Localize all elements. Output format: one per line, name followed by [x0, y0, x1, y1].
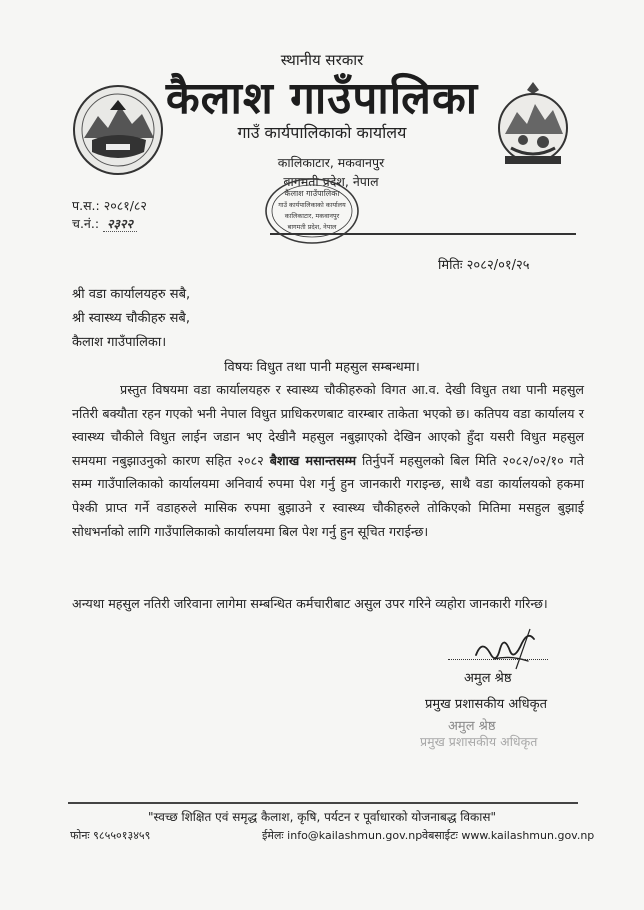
- office-subtitle: गाउँ कार्यपालिकाको कार्यालय: [237, 123, 407, 142]
- name-stamp: अमुल श्रेष्ठ: [448, 719, 496, 734]
- body-paragraph-2: अन्यथा महसुल नतिरी जरिवाना लागेमा सम्बन्धित कर्मचारीबाट असुल उपर गरिने व्यहोरा जानकारी गरिन्छ।: [72, 596, 548, 611]
- footer-motto: "स्वच्छ शिक्षित एवं समृद्ध कैलाश, कृषि, पर्यटन र पूर्वाधारको योजनाबद्ध विकास": [148, 810, 496, 824]
- body-paragraph-1: [72, 378, 584, 543]
- ps-label: प.स.:: [72, 198, 100, 213]
- p1-text-start: प्रस्तुत विषयमा वडा कार्यालयहरु र स्वास्थ्य चौकीहरुको विगत आ.व. देखी विधुत तथा पानी महसुल नतिरी बक्यौता रहन गएको भनी नेपाल विधुत प्राधिकरणबाट वारम्बार ताकेता भएको छ। कतिपय वडा कार्यालय र स्वास्थ्य चौकीले विधुत लाईन जडान भए देखीनै महसुल नबुझाएको देखिन आएको हुँदा यसरी विधुत महसुल समयमा नबुझाउनुको कारण सहित २०८२: [72, 382, 584, 468]
- ps-value: २०८१/८२: [103, 198, 147, 213]
- stamp-line-3: कालिकाटार, मकवानपुर: [284, 212, 340, 220]
- footer-website: [422, 828, 594, 843]
- address-line-2: बागमती प्रदेश, नेपाल: [283, 174, 379, 189]
- signatory-title: प्रमुख प्रशासकीय अधिकृत: [425, 697, 548, 712]
- cn-label: च.नं.:: [72, 216, 100, 231]
- addressee-ward-offices: श्री वडा कार्यालयहरु सबै,: [72, 287, 191, 302]
- address-line-1: कालिकाटार, मकवानपुर: [277, 155, 385, 170]
- website-label: वेबसाईटः: [422, 829, 458, 842]
- dispatch-number: [72, 215, 137, 232]
- stamp-line-1: कैलाश गाउँपालिका: [284, 189, 340, 198]
- letter-subject: विषयः विधुत तथा पानी महसुल सम्बन्धमा।: [224, 360, 420, 375]
- stamp-line-4: बागमती प्रदेश, नेपाल: [287, 223, 337, 231]
- municipality-title: कैलाश गाउँपालिका: [165, 73, 479, 124]
- addressee-health-posts: श्री स्वास्थ्य चौकीहरु सबै,: [72, 311, 190, 326]
- website-url[interactable]: www.kailashmun.gov.np: [461, 829, 595, 842]
- footer-phone: [70, 828, 150, 843]
- phone-number: ९८५५०१३४५९: [93, 829, 151, 842]
- p1-text-end: तिर्नुपर्ने महसुलको बिल मिति २०८२/०२/१० गते सम्म गाउँपालिकाको कार्यालयमा अनिवार्य रुपमा पेश गर्नु हुन जानकारी गराइन्छ, साथै वडा कार्यालयको हकमा पेश्की प्राप्त गर्ने वडाहरुले मासिक रुपमा बुझाउने र स्वास्थ्य चौकीहरुले तोकिएको मितिमा मसहुल बुझाई सोधभर्नाको लागि गाउँपालिकाको कार्यालयमा बिल पेश गर्नु हुन सूचित गराईन्छ।: [72, 452, 585, 539]
- letter-date: मितिः २०८२/०१/२५: [438, 258, 530, 273]
- addressee-municipality: कैलाश गाउँपालिका।: [72, 335, 167, 350]
- email-address[interactable]: info@kailashmun.gov.np: [287, 829, 423, 842]
- footer-divider: [68, 802, 578, 804]
- signatory-name: अमुल श्रेष्ठ: [464, 671, 512, 686]
- email-label: ईमेलः: [262, 829, 284, 842]
- title-stamp: प्रमुख प्रशासकीय अधिकृत: [420, 734, 538, 749]
- office-stamp-seal: [262, 176, 362, 246]
- footer-email: [262, 828, 422, 843]
- phone-label: फोनः: [70, 829, 90, 842]
- local-government-label: स्थानीय सरकार: [280, 51, 364, 69]
- stamp-line-2: गाउँ कार्यपालिकाको कार्यालय: [278, 201, 346, 209]
- p1-bold-deadline: बैशाख मसान्तसम्म: [269, 452, 357, 468]
- signature-line: [448, 659, 548, 660]
- cn-value: २३२२: [103, 216, 137, 232]
- letter-reference: [72, 197, 147, 214]
